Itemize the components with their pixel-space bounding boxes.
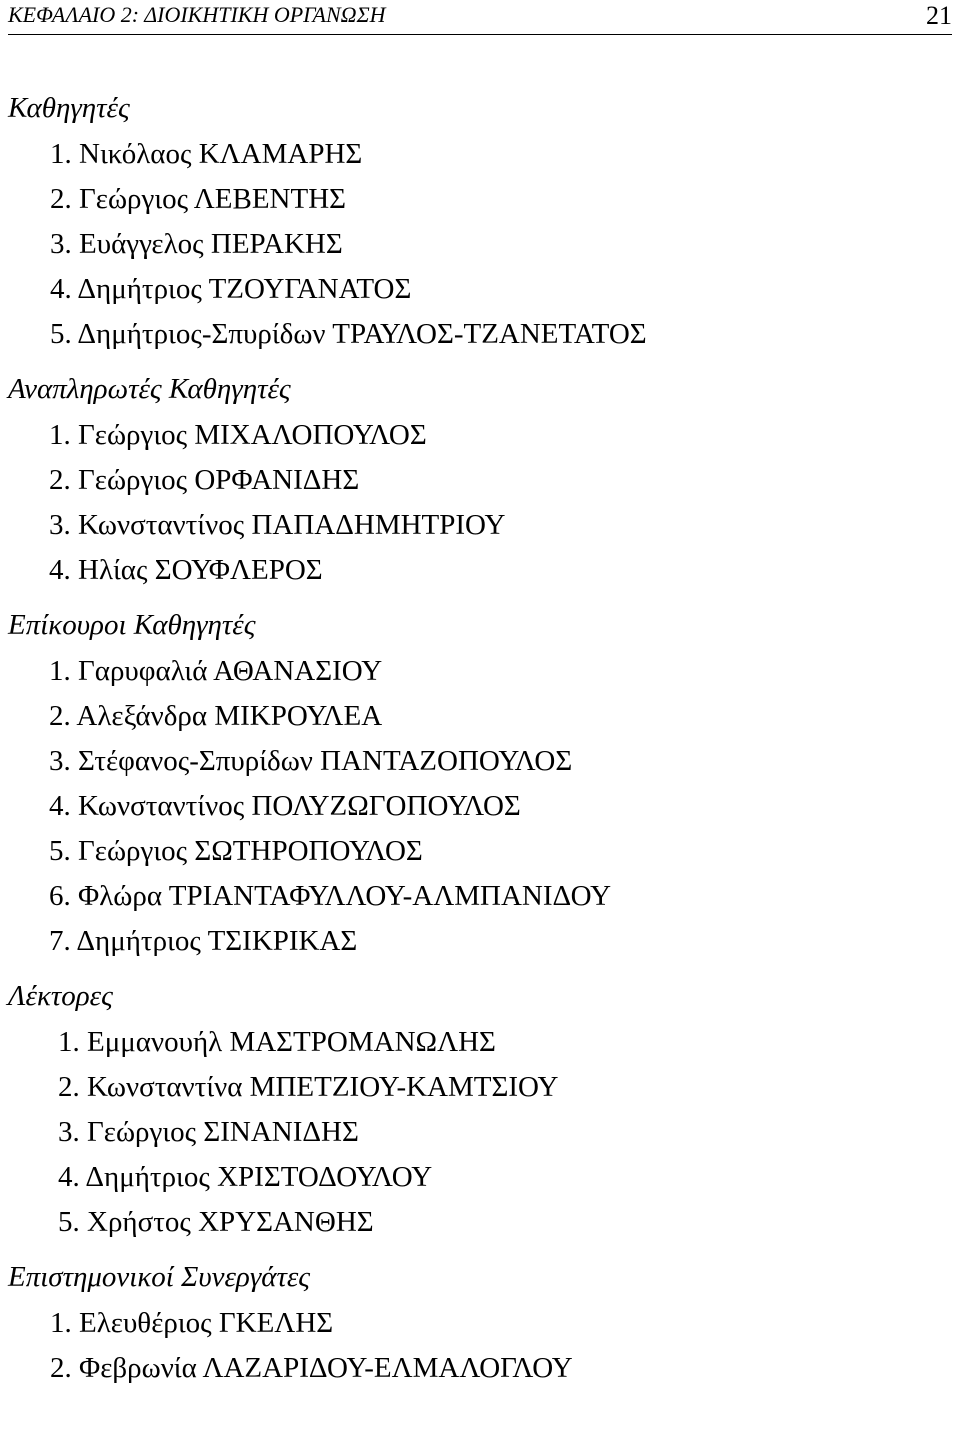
section-heading: Λέκτορες [8, 980, 113, 1012]
list-item: 2. Φεβρωνία ΛΑΖΑΡΙΔΟΥ-ΕΛΜΑΛΟΓΛΟΥ [50, 1352, 573, 1384]
list-item: 5. Δημήτριος-Σπυρίδων ΤΡΑΥΛΟΣ-ΤΖΑΝΕΤΑΤΟΣ [50, 318, 647, 350]
name-list [0, 413, 960, 593]
name-list [0, 649, 960, 964]
name-list [0, 1301, 960, 1391]
list-item: 5. Χρήστος ΧΡΥΣΑΝΘΗΣ [58, 1206, 374, 1238]
list-item: 7. Δημήτριος ΤΣΙΚΡΙΚΑΣ [49, 925, 358, 957]
section-associate-professors [0, 365, 960, 593]
section-professors [0, 84, 960, 357]
staff-list [0, 84, 960, 1399]
list-item: 3. Γεώργιος ΣΙΝΑΝΙΔΗΣ [58, 1116, 359, 1148]
running-header [8, 0, 952, 35]
name-list [0, 132, 960, 357]
list-item: 3. Ευάγγελος ΠΕΡΑΚΗΣ [50, 228, 343, 260]
list-item: 2. Αλεξάνδρα ΜΙΚΡΟΥΛΕΑ [49, 700, 383, 732]
section-lecturers [0, 972, 960, 1245]
list-item: 1. Ελευθέριος ΓΚΕΛΗΣ [50, 1307, 334, 1339]
list-item: 4. Δημήτριος ΤΖΟΥΓΑΝΑΤΟΣ [50, 273, 412, 305]
list-item: 1. Νικόλαος ΚΛΑΜΑΡΗΣ [50, 138, 363, 170]
section-assistant-professors [0, 601, 960, 964]
list-item: 4. Ηλίας ΣΟΥΦΛΕΡΟΣ [49, 554, 323, 586]
list-item: 6. Φλώρα ΤΡΙΑΝΤΑΦΥΛΛΟΥ-ΑΛΜΠΑΝΙΔΟΥ [49, 880, 612, 912]
section-heading: Αναπληρωτές Καθηγητές [8, 373, 291, 405]
list-item: 1. Γεώργιος ΜΙΧΑΛΟΠΟΥΛΟΣ [49, 419, 427, 451]
chapter-title: ΚΕΦΑΛΑΙΟ 2: ΔΙΟΙΚΗΤΙΚΗ ΟΡΓΑΝΩΣΗ [8, 2, 386, 27]
section-heading: Επιστημονικοί Συνεργάτες [8, 1261, 311, 1293]
list-item: 2. Κωνσταντίνα ΜΠΕΤΖΙΟΥ-ΚΑΜΤΣΙΟΥ [58, 1071, 559, 1103]
list-item: 3. Κωνσταντίνος ΠΑΠΑΔΗΜΗΤΡΙΟΥ [49, 509, 506, 541]
list-item: 4. Δημήτριος ΧΡΙΣΤΟΔΟΥΛΟΥ [58, 1161, 433, 1193]
list-item: 1. Εμμανουήλ ΜΑΣΤΡΟΜΑΝΩΛΗΣ [58, 1026, 496, 1058]
list-item: 5. Γεώργιος ΣΩΤΗΡΟΠΟΥΛΟΣ [49, 835, 423, 867]
list-item: 2. Γεώργιος ΟΡΦΑΝΙΔΗΣ [49, 464, 360, 496]
section-heading: Καθηγητές [8, 92, 130, 124]
list-item: 4. Κωνσταντίνος ΠΟΛΥΖΩΓΟΠΟΥΛΟΣ [49, 790, 521, 822]
page-number: 21 [926, 1, 952, 30]
section-heading: Επίκουροι Καθηγητές [8, 609, 256, 641]
name-list [0, 1020, 960, 1245]
list-item: 2. Γεώργιος ΛΕΒΕΝΤΗΣ [50, 183, 347, 215]
list-item: 1. Γαρυφαλιά ΑΘΑΝΑΣΙΟΥ [49, 655, 383, 687]
list-item: 3. Στέφανος-Σπυρίδων ΠΑΝΤΑΖΟΠΟΥΛΟΣ [49, 745, 573, 777]
section-scientific-collaborators [0, 1253, 960, 1391]
